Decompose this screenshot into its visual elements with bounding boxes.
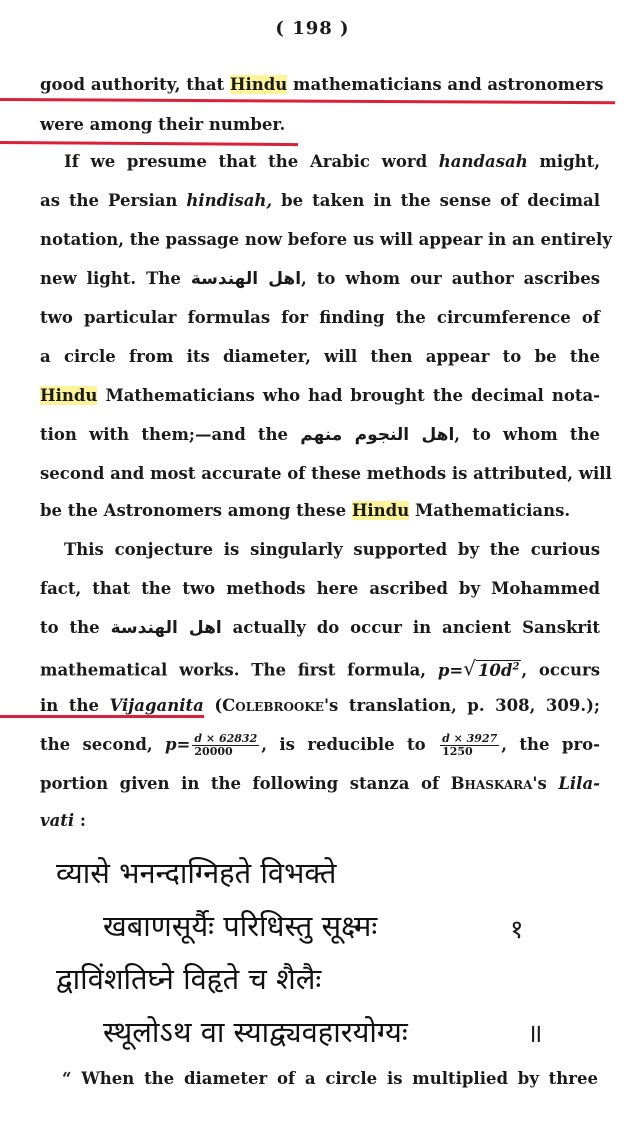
arabic-phrase: اهل النجوم منهم: [300, 425, 455, 445]
verse-mark: ॥: [527, 1019, 543, 1049]
text-line: good authority, that Hindu mathematicians and astronomers: [40, 75, 604, 94]
text-line: a circle from its diameter, will then appear to be the: [40, 347, 600, 366]
text-line: were among their number.: [40, 115, 286, 134]
text-line: two particular formulas for finding the circumference of: [40, 308, 600, 327]
text-line: the second, p= $\frac{d \times 62832}{20000}$ , is reducible to $\frac{d \times 3927}{1250}$ , the pro-: [40, 732, 600, 758]
text-line: be the Astronomers among these Hindu Mathematicians.: [40, 501, 571, 520]
annotation-underline: [0, 141, 298, 146]
highlight-hindu: Hindu: [351, 501, 410, 520]
text-line: mathematical works. The first formula, p=√ $10d^2$ , occurs: [40, 656, 600, 681]
text-line: as the Persian hindisah, be taken in the sense of decimal: [40, 191, 601, 210]
arabic-phrase: اهل الهندسة: [110, 618, 222, 638]
text-line: vati :: [40, 811, 87, 830]
text-line: fact, that the two methods here ascribed by Mohammed: [40, 579, 600, 598]
text-line: new light. The اهل الهندسة, to whom our author ascribes: [40, 269, 600, 289]
sanskrit-verse-line: द्वाविंशतिघ्ने विहृते च शैलैः: [56, 962, 322, 996]
verse-number: १: [510, 915, 524, 945]
highlight-hindu: Hindu: [229, 75, 288, 94]
sanskrit-verse-line: स्थूलोऽथ वा स्याद्व्यवहारयोग्यः: [103, 1015, 408, 1049]
text-line: Hindu Mathematicians who had brought the decimal nota-: [40, 386, 600, 405]
sanskrit-verse-line: व्यासे भनन्दाग्निहते विभक्ते: [56, 856, 337, 890]
fraction: $\frac{d \times 62832}{20000}$: [194, 732, 258, 758]
formula-first: p=√ $10d^2$: [437, 656, 520, 681]
text-line: second and most accurate of these methods is attributed, will: [40, 464, 612, 483]
highlight-hindu: Hindu: [40, 386, 98, 405]
arabic-phrase: اهل الهندسة: [190, 269, 302, 289]
text-line: This conjecture is singularly supported by the curious: [64, 540, 600, 559]
annotation-underline: [0, 98, 615, 104]
annotation-underline: [0, 715, 204, 718]
sanskrit-verse-line: खबाणसूर्यैः परिधिस्तु सूक्ष्मः: [103, 909, 378, 943]
text-line: to the اهل الهندسة actually do occur in ancient Sanskrit: [40, 618, 601, 638]
text-line: tion with them;—and the اهل النجوم منهم, to whom the: [40, 425, 600, 445]
text-line: in the Vijaganita (Colebrooke's translation, p. 308, 309.);: [40, 696, 600, 715]
text-line: “ When the diameter of a circle is multiplied by three: [62, 1069, 598, 1088]
page-number: ( 198 ): [275, 18, 350, 39]
text-line: If we presume that the Arabic word handasah might,: [64, 152, 600, 171]
text-line: notation, the passage now before us will appear in an entirely: [40, 230, 612, 249]
text-line: portion given in the following stanza of Bhaskara's Lila-: [40, 774, 600, 793]
fraction: $\frac{d \times 3927}{1250}$: [442, 732, 498, 758]
